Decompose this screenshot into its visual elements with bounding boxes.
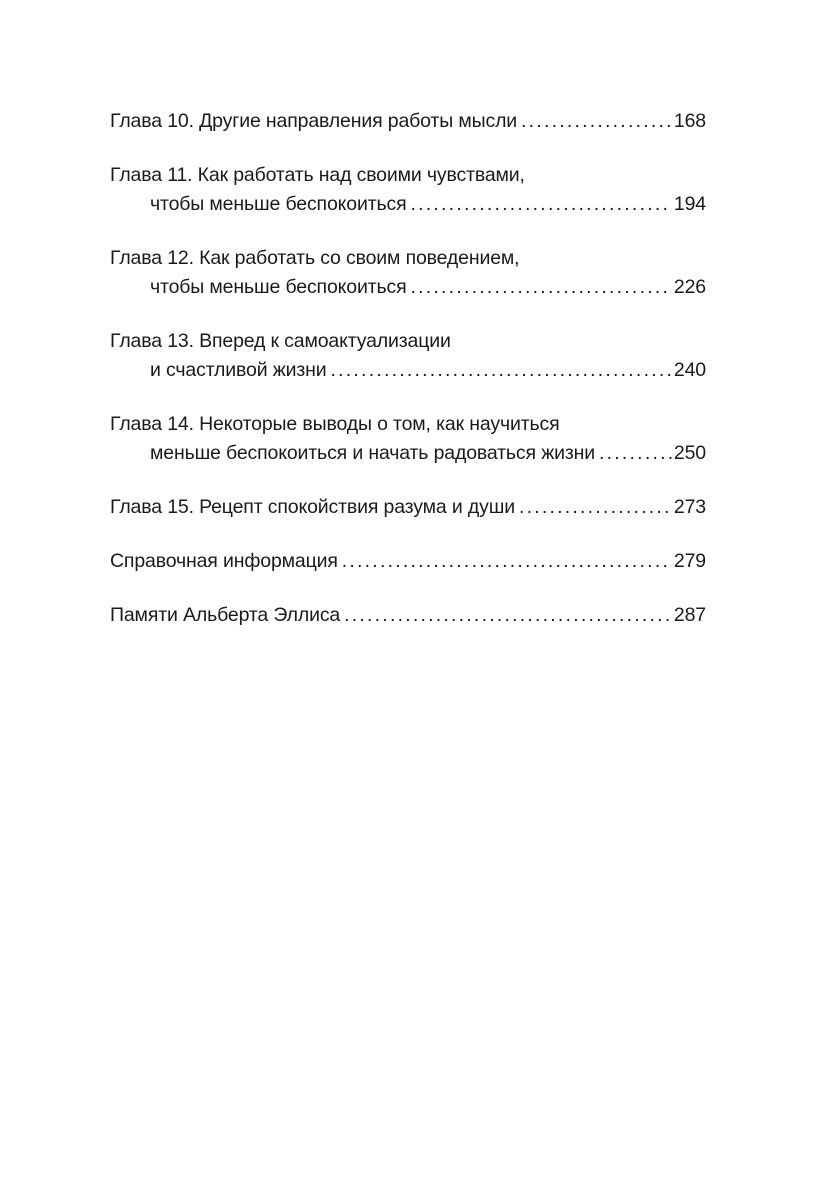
dot-leader — [599, 439, 672, 468]
toc-entry-title: Глава 11. Как работать над своими чувствами, — [110, 164, 525, 186]
toc-entry-title: Глава 15. Рецепт спокойствия разума и души — [110, 496, 515, 518]
toc-entry-chapter-10 — [110, 107, 706, 136]
dot-leader — [411, 190, 672, 219]
toc-entry-title-continuation: чтобы меньше беспокоиться — [150, 276, 407, 298]
toc-entry-chapter-11 — [110, 161, 706, 219]
dot-leader — [331, 356, 672, 385]
toc-entry-title-continuation: меньше беспокоиться и начать радоваться жизни — [150, 442, 595, 464]
toc-page-number: 168 — [673, 110, 706, 132]
toc-line — [110, 107, 706, 136]
toc-line — [110, 410, 706, 439]
toc-entry-chapter-13 — [110, 327, 706, 385]
toc-line — [110, 327, 706, 356]
toc-page-number: 287 — [673, 604, 706, 626]
dot-leader — [411, 273, 672, 302]
toc-line-continuation — [110, 439, 706, 468]
toc-line-continuation — [110, 190, 706, 219]
toc-entry-title: Глава 13. Вперед к самоактуализации — [110, 330, 451, 352]
table-of-contents — [110, 107, 706, 655]
toc-page-number: 194 — [673, 193, 706, 215]
toc-entry-title: Глава 12. Как работать со своим поведением, — [110, 247, 520, 269]
toc-entry-chapter-12 — [110, 244, 706, 302]
toc-line-continuation — [110, 273, 706, 302]
toc-entry-in-memory — [110, 601, 706, 630]
toc-line — [110, 161, 706, 190]
dot-leader — [519, 493, 672, 522]
toc-line-continuation — [110, 356, 706, 385]
toc-entry-title-continuation: и счастливой жизни — [150, 359, 327, 381]
toc-line — [110, 493, 706, 522]
toc-entry-reference-info — [110, 547, 706, 576]
toc-page-number: 279 — [673, 550, 706, 572]
toc-page-number: 240 — [673, 359, 706, 381]
dot-leader — [342, 547, 672, 576]
toc-entry-title: Памяти Альберта Эллиса — [110, 604, 341, 626]
toc-entry-title: Глава 10. Другие направления работы мысли — [110, 110, 518, 132]
toc-entry-title: Справочная информация — [110, 550, 338, 572]
toc-entry-chapter-15 — [110, 493, 706, 522]
dot-leader — [344, 601, 672, 630]
toc-line — [110, 601, 706, 630]
toc-page-number: 273 — [673, 496, 706, 518]
toc-entry-title: Глава 14. Некоторые выводы о том, как научиться — [110, 413, 560, 435]
toc-entry-chapter-14 — [110, 410, 706, 468]
toc-page-number: 250 — [673, 442, 706, 464]
toc-entry-title-continuation: чтобы меньше беспокоиться — [150, 193, 407, 215]
dot-leader — [521, 107, 672, 136]
toc-line — [110, 547, 706, 576]
toc-line — [110, 244, 706, 273]
toc-page-number: 226 — [673, 276, 706, 298]
